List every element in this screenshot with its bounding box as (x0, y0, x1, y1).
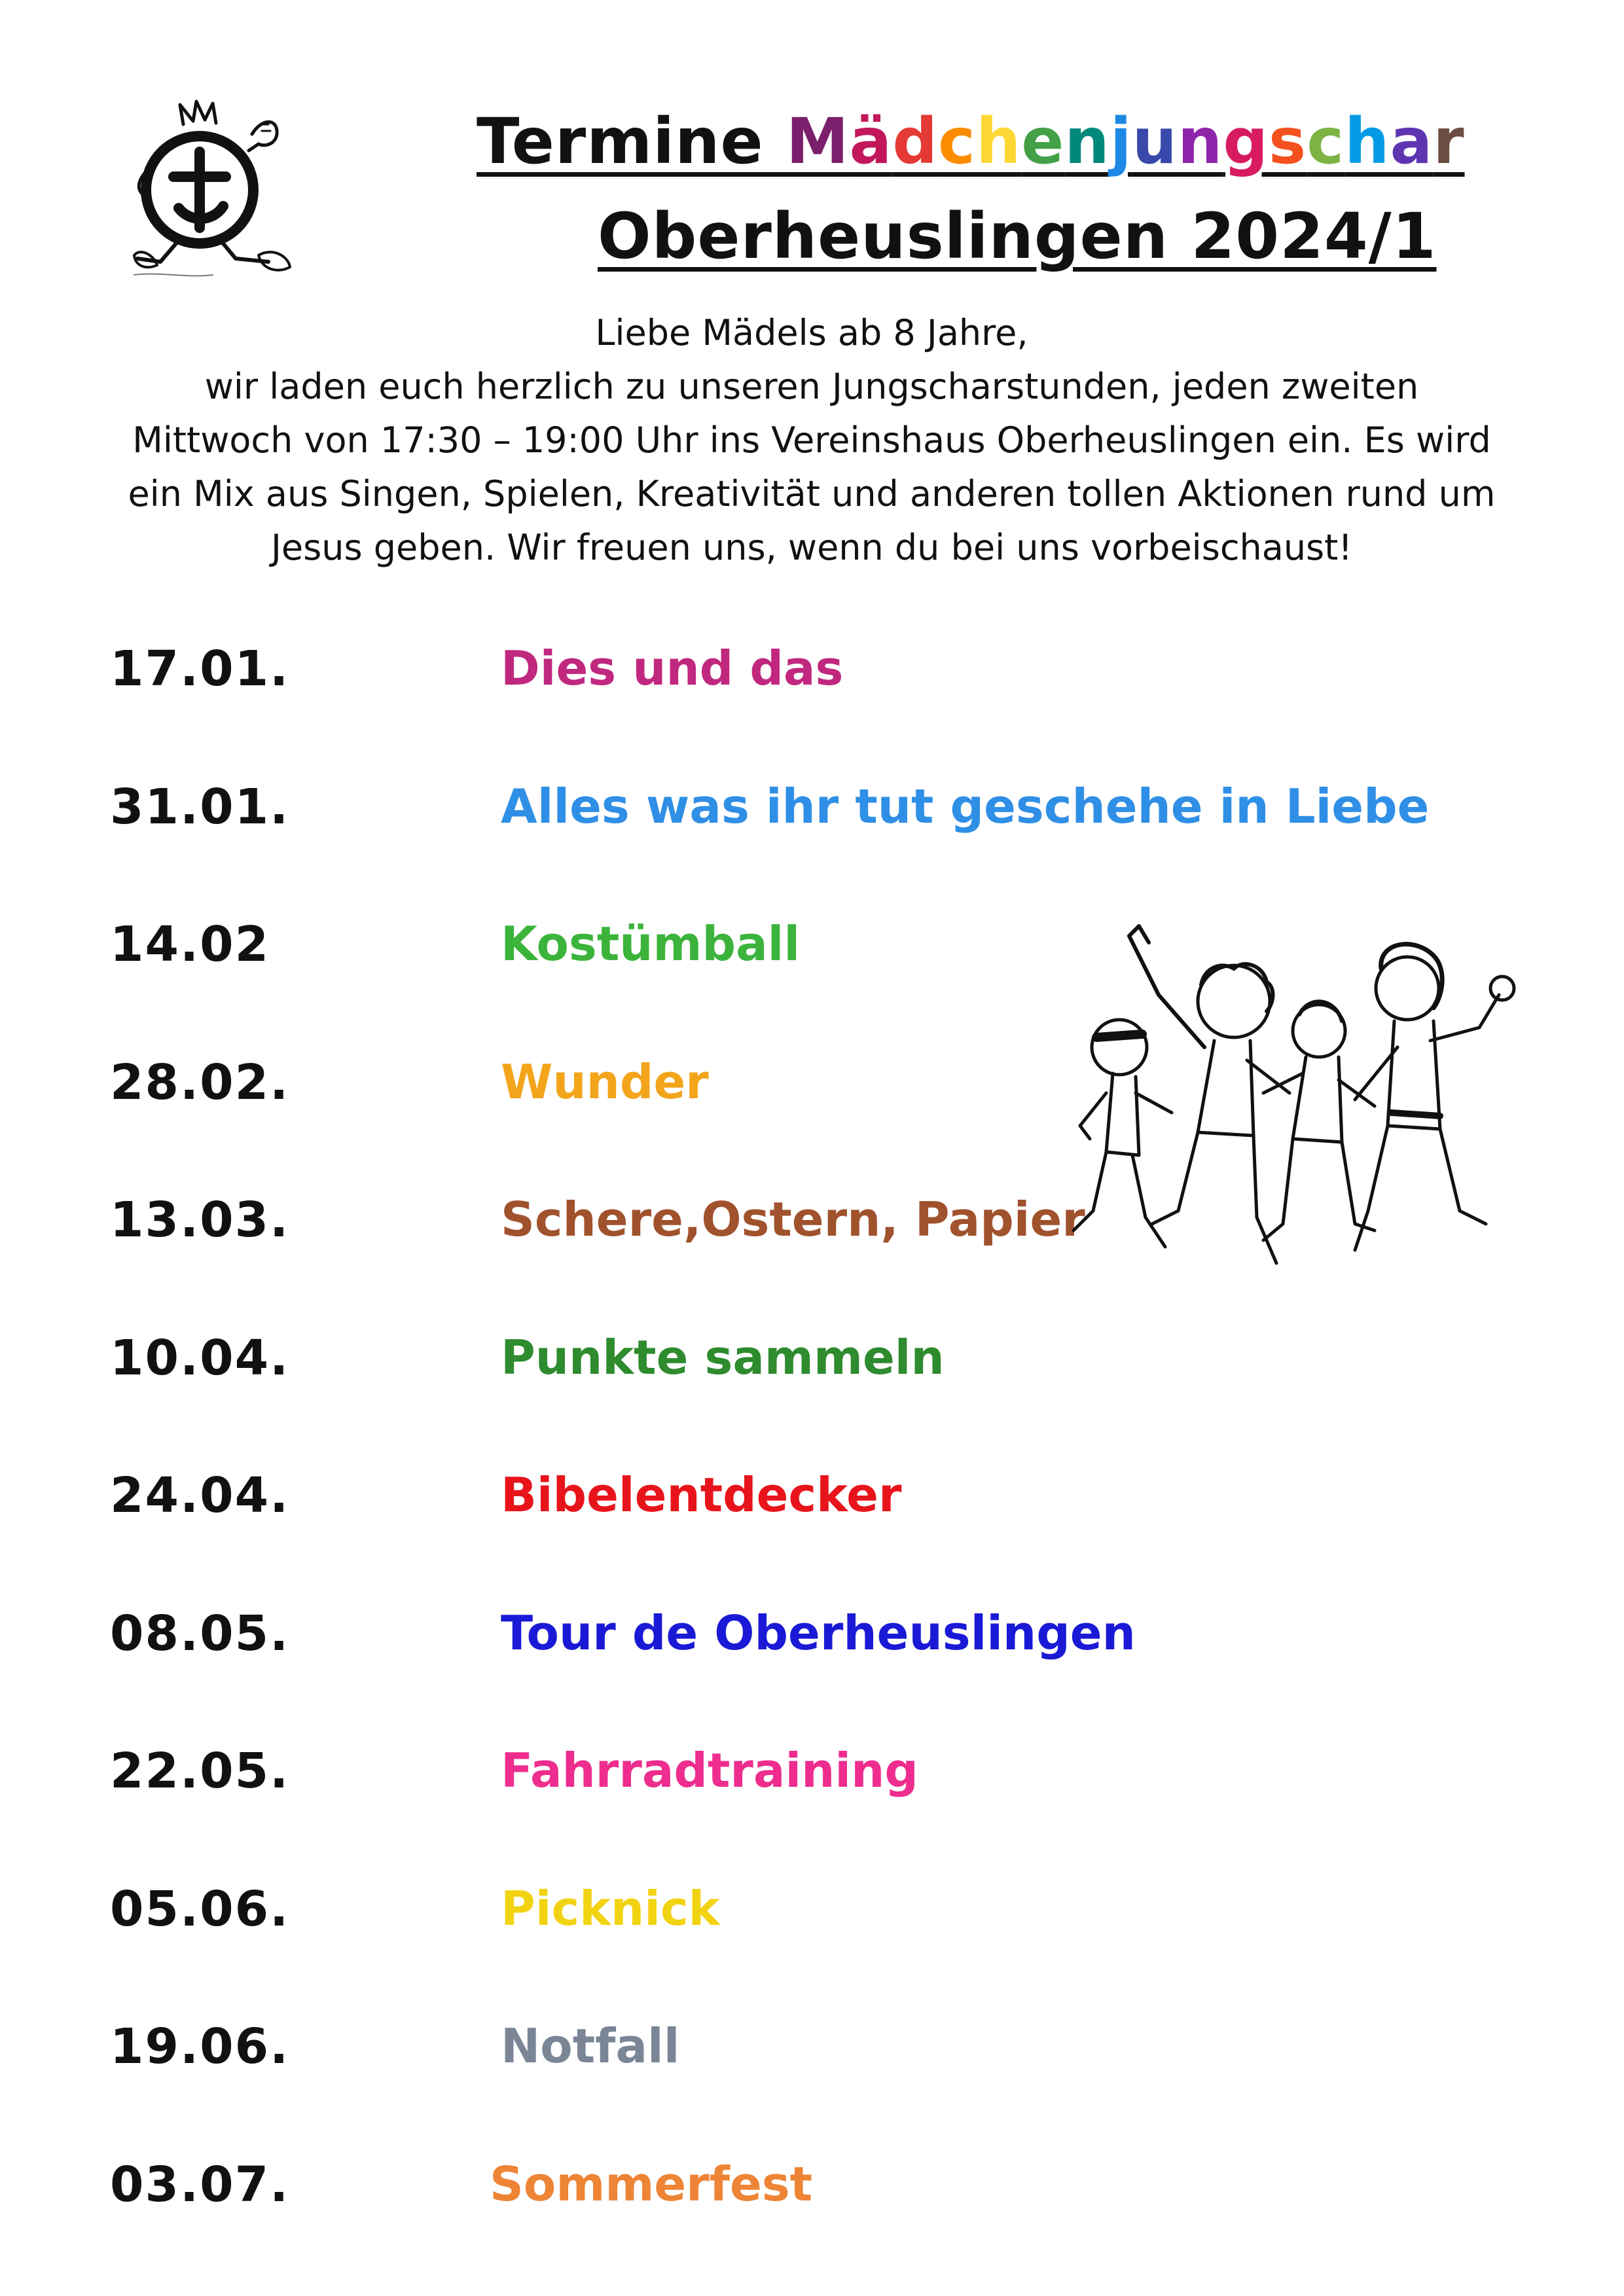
schedule-topic: Kostümball (501, 916, 801, 971)
intro-line: Mittwoch von 17:30 – 19:00 Uhr ins Vereinshaus Oberheuslingen ein. Es wird (132, 420, 1491, 461)
schedule-date: 17.01. (110, 641, 290, 697)
schedule-date: 05.06. (110, 1881, 290, 1937)
schedule-date: 03.07. (110, 2157, 290, 2213)
dancing-kids-illustration (1067, 916, 1519, 1283)
schedule-topic: Fahrradtraining (501, 1743, 918, 1798)
title-rainbow-letter: d (892, 105, 939, 178)
running-cross-logo-icon (121, 98, 304, 288)
intro-line: wir laden euch herzlich zu unseren Jungscharstunden, jeden zweiten (204, 366, 1419, 407)
title-rainbow-letter: e (1021, 105, 1065, 178)
intro-line: Jesus geben. Wir freuen uns, wenn du bei uns vorbeischaust! (270, 527, 1353, 568)
schedule-date: 08.05. (110, 1605, 290, 1662)
title-rainbow-letter: a (1390, 105, 1434, 178)
title-rainbow-letter: h (1344, 105, 1390, 178)
page-subtitle: Oberheuslingen 2024/1 (598, 200, 1437, 273)
schedule-date: 19.06. (110, 2018, 290, 2075)
schedule-topic: Bibelentdecker (501, 1467, 902, 1522)
page-title (477, 105, 1465, 178)
schedule-date: 22.05. (110, 1743, 290, 1799)
title-rainbow-letter: h (975, 105, 1022, 178)
schedule-date: 14.02 (110, 916, 270, 973)
schedule-topic: Wunder (501, 1054, 709, 1109)
schedule-date: 10.04. (110, 1330, 290, 1386)
schedule-date: 13.03. (110, 1192, 290, 1248)
schedule-topic: Alles was ihr tut geschehe in Liebe (501, 779, 1430, 834)
schedule-topic: Schere,Ostern, Papier (501, 1192, 1085, 1247)
schedule-topic: Notfall (501, 2018, 680, 2073)
schedule-topic: Picknick (501, 1881, 720, 1936)
schedule-topic: Sommerfest (490, 2157, 813, 2212)
schedule-date: 28.02. (110, 1054, 290, 1111)
title-rainbow-letter: r (1433, 105, 1465, 178)
title-rainbow-letter: u (1132, 105, 1178, 178)
schedule-topic: Tour de Oberheuslingen (501, 1605, 1136, 1660)
title-rainbow-letter: ä (849, 105, 893, 178)
title-rainbow-word (786, 105, 1465, 178)
intro-text (92, 306, 1532, 575)
title-rainbow-letter: c (938, 105, 976, 178)
title-rainbow-letter: g (1223, 105, 1269, 178)
title-prefix: Termine (477, 105, 786, 178)
title-rainbow-letter: j (1110, 105, 1132, 178)
intro-line: ein Mix aus Singen, Spielen, Kreativität und anderen tollen Aktionen rund um (128, 473, 1496, 514)
schedule-date: 31.01. (110, 779, 290, 835)
schedule-topic: Punkte sammeln (501, 1330, 945, 1385)
schedule-date: 24.04. (110, 1467, 290, 1524)
title-rainbow-letter: s (1269, 105, 1307, 178)
title-rainbow-letter: c (1307, 105, 1345, 178)
title-rainbow-letter: M (786, 105, 850, 178)
title-rainbow-letter: n (1177, 105, 1223, 178)
intro-line: Liebe Mädels ab 8 Jahre, (595, 312, 1028, 353)
schedule-topic: Dies und das (501, 641, 844, 696)
title-rainbow-letter: n (1064, 105, 1110, 178)
